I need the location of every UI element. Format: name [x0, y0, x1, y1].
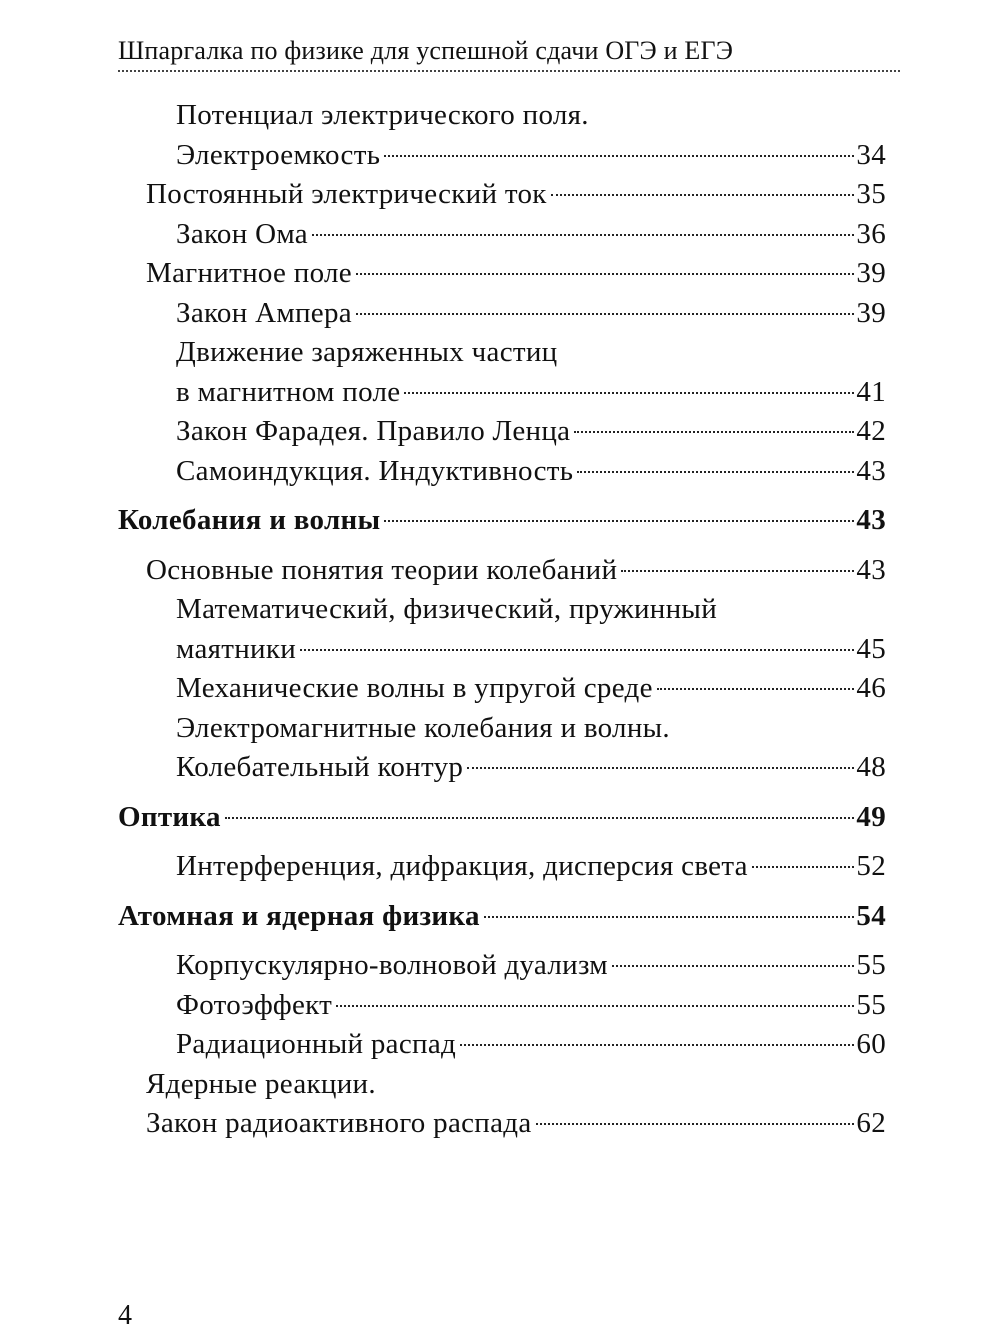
dot-leader	[225, 817, 855, 819]
toc-entry[interactable]	[118, 669, 886, 709]
toc-entry-title: Закон Фарадея. Правило Ленца	[176, 415, 571, 447]
dot-leader	[312, 234, 854, 236]
toc-entry[interactable]	[118, 551, 886, 591]
toc-entry[interactable]	[118, 630, 886, 670]
toc-section-title: Оптика	[118, 800, 221, 833]
toc-entry[interactable]	[118, 1025, 886, 1065]
page-number: 4	[118, 1300, 132, 1331]
toc-entry-title: Постоянный электрический ток	[146, 178, 547, 210]
toc-entry-continuation: Движение заряженных частиц	[176, 336, 558, 368]
toc-page-number: 36	[856, 217, 886, 250]
section-gap	[118, 936, 886, 946]
dot-leader	[612, 965, 854, 967]
dot-leader	[621, 570, 854, 572]
toc-entry[interactable]	[118, 373, 886, 413]
toc-entry-title: маятники	[176, 632, 297, 665]
toc-entry-title: Колебательный контур	[176, 751, 464, 783]
toc-entry-title: Закон радиоактивного распада	[146, 1107, 532, 1139]
toc-entry[interactable]	[118, 452, 886, 492]
toc-entry[interactable]	[118, 946, 886, 986]
toc-entry-title: Самоиндукция. Индуктивность	[176, 454, 574, 487]
dot-leader	[551, 194, 855, 196]
dot-leader	[460, 1044, 854, 1046]
toc-entry-title: Закон Ампера	[176, 296, 352, 329]
toc-entry-title: в магнитном поле	[176, 375, 401, 408]
toc-entry[interactable]	[118, 1104, 886, 1144]
section-gap	[118, 887, 886, 897]
toc-entry-title: Интерференция, дифракция, дисперсия света	[176, 850, 748, 882]
toc-page-number: 48	[856, 751, 886, 783]
toc-entry-title: Корпускулярно-волновой дуализм	[176, 949, 608, 981]
dot-leader	[356, 313, 854, 315]
section-gap	[118, 541, 886, 551]
toc-page-number: 55	[856, 988, 886, 1021]
toc-entry[interactable]	[118, 748, 886, 788]
toc-page-number: 60	[856, 1028, 886, 1060]
toc-page-number: 43	[856, 454, 886, 487]
toc-page-number: 39	[856, 296, 886, 329]
toc-section-entry[interactable]	[118, 501, 886, 541]
toc-entry[interactable]	[118, 412, 886, 452]
toc-entry-title: Закон Ома	[176, 217, 308, 250]
toc-page-number: 55	[856, 949, 886, 981]
toc-entry[interactable]	[118, 986, 886, 1026]
dot-leader	[300, 649, 854, 651]
toc-entry-title: Основные понятия теории колебаний	[146, 553, 618, 586]
toc-entry[interactable]	[118, 215, 886, 255]
toc-entry[interactable]	[118, 294, 886, 334]
toc-entry-title: Радиационный распад	[176, 1028, 457, 1060]
toc-entry-continuation: Ядерные реакции.	[146, 1067, 376, 1100]
section-gap	[118, 837, 886, 847]
toc-entry-continuation: Математический, физический, пружинный	[176, 593, 718, 625]
toc-entry[interactable]	[118, 136, 886, 176]
dot-leader	[384, 155, 854, 157]
toc-page-number: 42	[856, 415, 886, 447]
toc-entry-continuation: Потенциал электрического поля.	[176, 99, 589, 131]
toc-entry[interactable]	[118, 175, 886, 215]
toc-entry-title: Фотоэффект	[176, 988, 333, 1021]
toc-entry-title: Электроемкость	[176, 138, 381, 171]
dot-leader	[657, 688, 855, 690]
toc-page-number: 35	[856, 178, 886, 210]
dot-leader	[752, 866, 855, 868]
dot-leader	[484, 916, 855, 918]
toc-entry-title: Механические волны в упругой среде	[176, 672, 653, 704]
dot-leader	[384, 520, 854, 522]
toc-page-number: 62	[856, 1107, 886, 1139]
toc-entry-continuation: Электромагнитные колебания и волны.	[176, 711, 670, 744]
dot-leader	[536, 1123, 855, 1125]
toc-entry[interactable]	[118, 254, 886, 294]
table-of-contents	[118, 96, 886, 1144]
toc-page-number: 43	[856, 504, 886, 536]
toc-section-title: Колебания и волны	[118, 504, 381, 536]
toc-section-entry[interactable]	[118, 798, 886, 838]
dot-leader	[467, 767, 854, 769]
toc-entry[interactable]	[118, 847, 886, 887]
toc-page-number: 34	[856, 138, 886, 171]
running-head: Шпаргалка по физике для успешной сдачи ОГЭ и ЕГЭ	[118, 36, 734, 65]
dot-leader	[336, 1005, 854, 1007]
header-rule	[118, 70, 900, 72]
toc-section-title: Атомная и ядерная физика	[118, 899, 480, 932]
toc-page-number: 45	[856, 632, 886, 665]
dot-leader	[356, 273, 854, 275]
toc-entry-title: Магнитное поле	[146, 257, 352, 289]
toc-page-number: 43	[856, 553, 886, 586]
toc-page-number: 52	[856, 850, 886, 882]
toc-page-number: 41	[856, 375, 886, 408]
toc-page-number: 46	[856, 672, 886, 704]
section-gap	[118, 788, 886, 798]
toc-page-number: 54	[856, 899, 886, 932]
dot-leader	[574, 431, 854, 433]
toc-section-entry[interactable]	[118, 897, 886, 937]
toc-page-number: 39	[856, 257, 886, 289]
toc-page-number: 49	[856, 800, 886, 833]
section-gap	[118, 491, 886, 501]
dot-leader	[577, 471, 854, 473]
dot-leader	[404, 392, 854, 394]
